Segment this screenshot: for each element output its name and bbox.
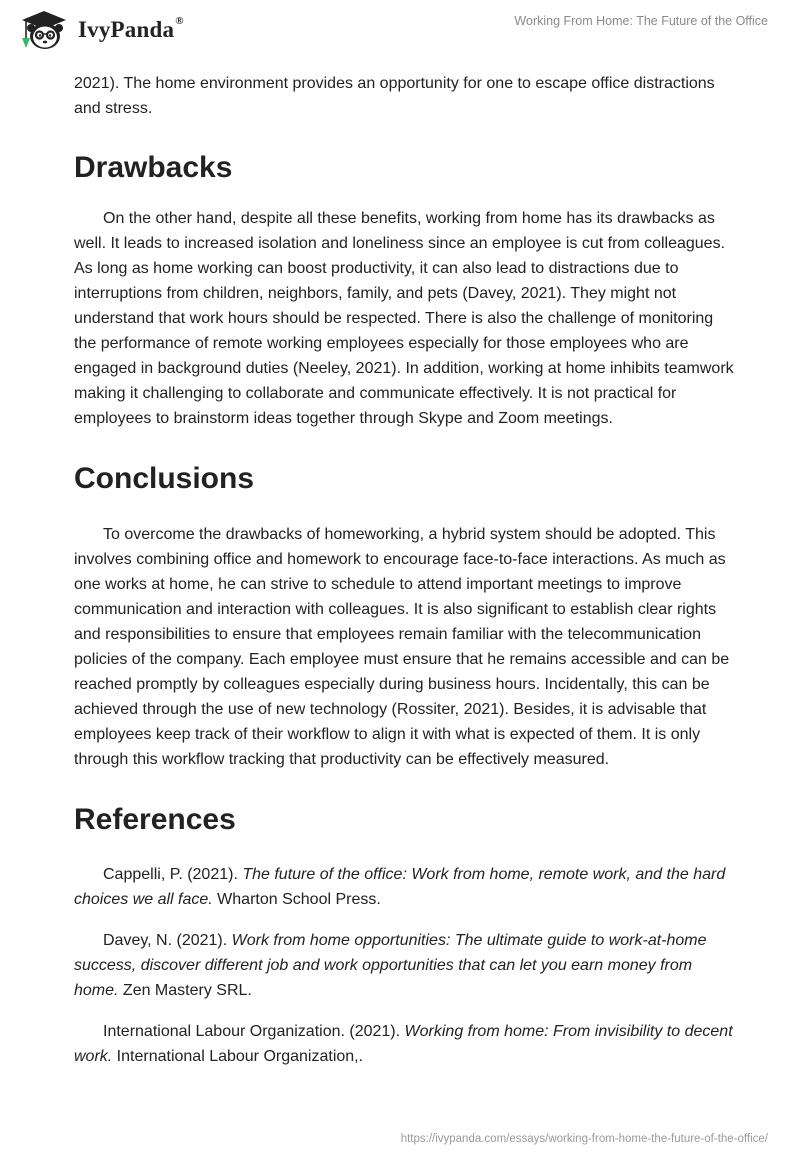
intro-paragraph-tail: 2021). The home environment provides an opportunity for one to escape office distractions and stress. [74,75,715,117]
document-title: Working From Home: The Future of the Office [514,14,768,28]
references-heading: References [74,803,236,836]
conclusions-heading: Conclusions [74,462,255,495]
drawbacks-heading: Drawbacks [74,151,233,184]
reference-item: Cappelli, P. (2021). The future of the office: Work from home, remote work, and the hard choices we all face. Wharton School Press. [74,866,726,908]
brand-logo[interactable] [16,8,184,52]
drawbacks-paragraph: On the other hand, despite all these benefits, working from home has its drawbacks as well. It leads to increased isolation and loneliness since an employee is cut from colleagues. As long as home working can boost productivity, it can also lead to distractions due to interruptions from children, neighbors, family, and pets (Davey, 2021). They might not understand that work hours should be respected. There is also the challenge of monitoring the performance of remote working employees especially for those employees who are engaged in background duties (Neeley, 2021). In addition, working at home inhibits teamwork making it challenging to collaborate and communicate effectively. It is not practical for employees to brainstorm ideas together through Skype and Zoom meetings. [74,210,734,427]
source-url[interactable]: https://ivypanda.com/essays/working-from-home-the-future-of-the-office/ [400,1133,768,1145]
brand-name: IvyPanda® [78,15,184,42]
reference-item: International Labour Organization. (2021). Working from home: From invisibility to decent work. International Labour Organization,. [74,1023,733,1065]
page-header [0,0,800,60]
essay-content [74,71,734,1085]
reference-item: Davey, N. (2021). Work from home opportunities: The ultimate guide to work-at-home success, discover different job and work opportunities that can let you earn money from home. Zen Mastery SRL. [74,932,707,999]
panda-graduate-icon [16,8,72,52]
conclusions-paragraph: To overcome the drawbacks of homeworking, a hybrid system should be adopted. This involves combining office and homework to encourage face-to-face interactions. As much as one works at home, he can strive to schedule to attend important meetings to improve communication and interaction with colleagues. It is also significant to establish clear rights and responsibilities to ensure that employees remain familiar with the telecommunication policies of the company. Each employee must ensure that he remains accessible and can be reached promptly by colleagues especially during business hours. Incidentally, this can be achieved through the use of new technology (Rossiter, 2021). Besides, it is advisable that employees keep track of their workflow to align it with what is expected of them. It is only through this workflow tracking that productivity can be effectively measured. [74,526,730,768]
